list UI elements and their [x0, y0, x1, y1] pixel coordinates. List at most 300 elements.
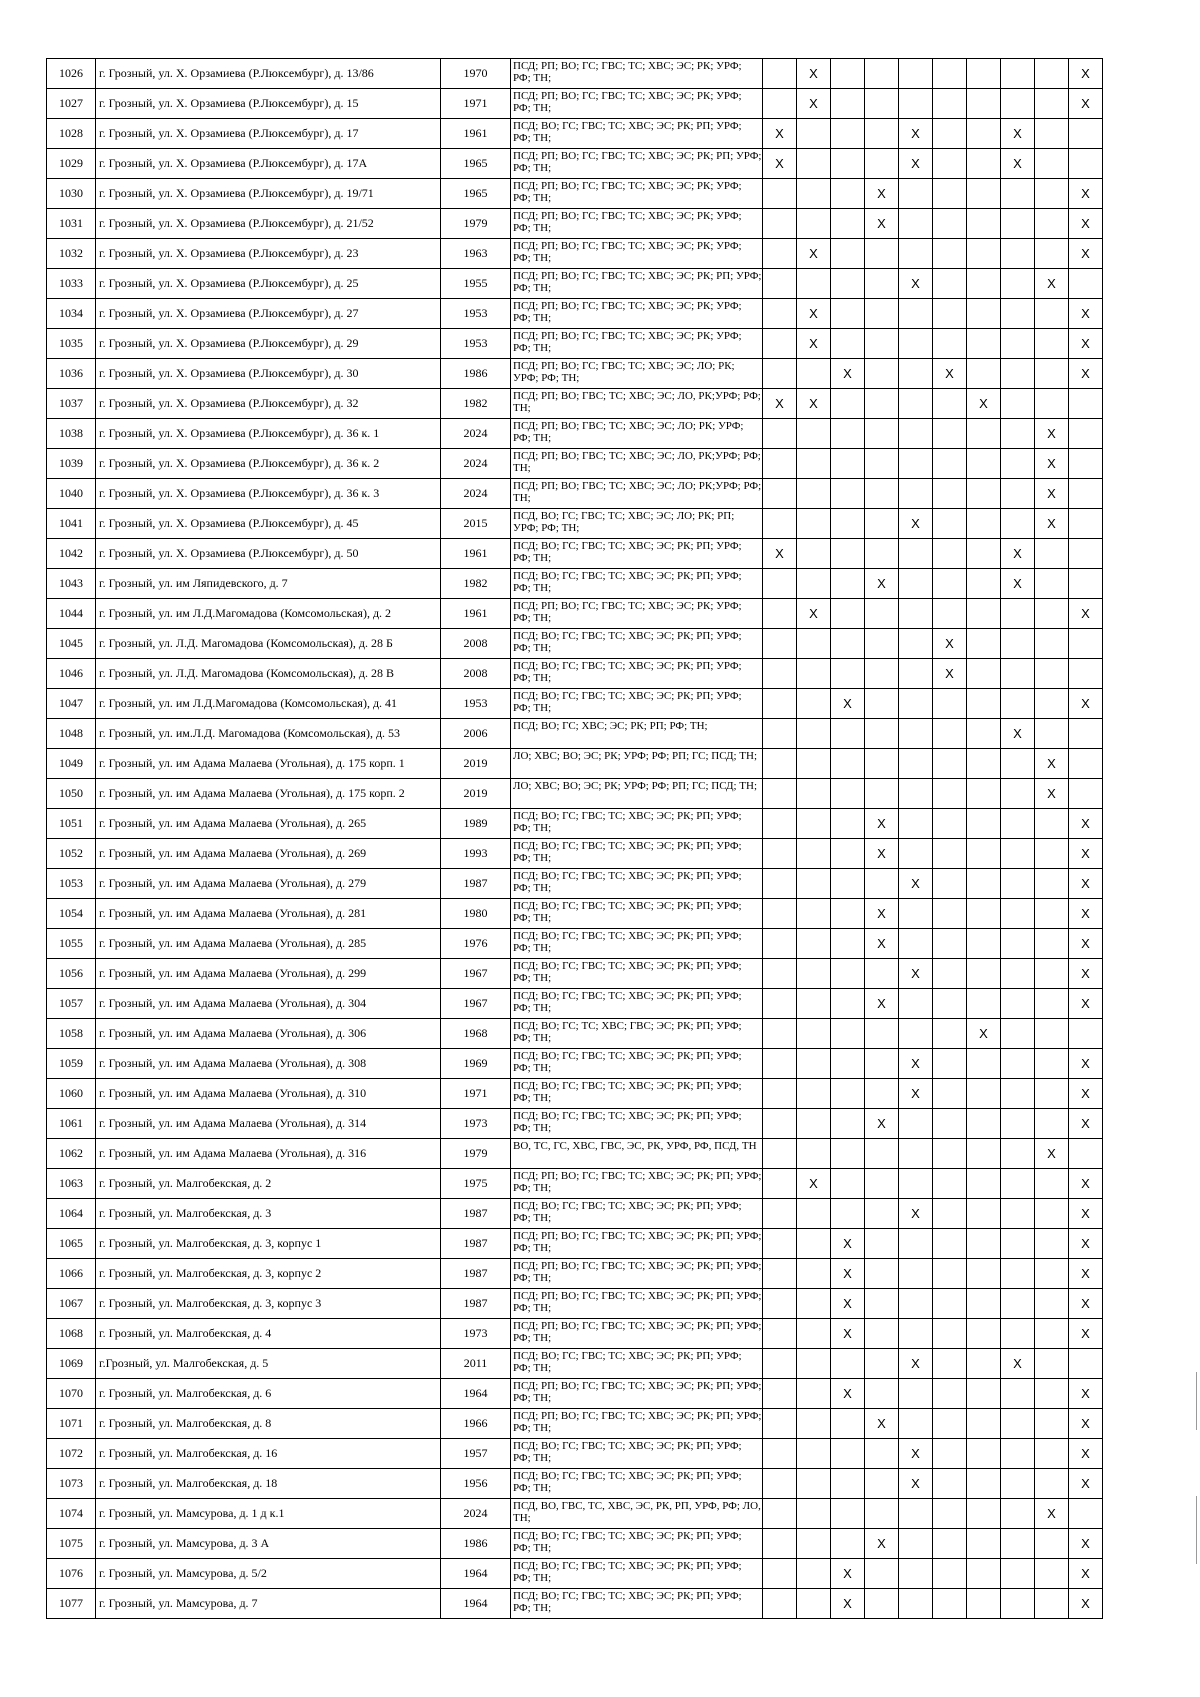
address-cell: г. Грозный, ул. им Адама Малаева (Угольная), д. 281	[96, 899, 441, 929]
year-built-cell: 1968	[441, 1019, 511, 1049]
mark-cell-3	[831, 659, 865, 689]
year-built-cell: 1965	[441, 149, 511, 179]
services-cell: ПСД; ВО; ГС; ГВС; ТС; ХВС; ЭС; РК; РП; УРФ; РФ; ТН;	[511, 1049, 763, 1079]
mark-cell-5: X	[899, 269, 933, 299]
mark-cell-4	[865, 1139, 899, 1169]
mark-cell-5	[899, 599, 933, 629]
mark-cell-3	[831, 959, 865, 989]
services-cell: ПСД; РП; ВО; ГС; ГВС; ТС; ХВС; ЭС; РК; РП; УРФ; РФ; ТН;	[511, 1169, 763, 1199]
mark-cell-8	[1001, 1409, 1035, 1439]
mark-cell-9	[1035, 929, 1069, 959]
mark-cell-2	[797, 1589, 831, 1619]
mark-cell-3	[831, 629, 865, 659]
row-number-cell: 1041	[47, 509, 96, 539]
mark-cell-8	[1001, 629, 1035, 659]
mark-cell-7	[967, 59, 1001, 89]
services-cell: ПСД; РП; ВО; ГС; ГВС; ТС; ХВС; ЭС; РК; РП; УРФ; РФ; ТН;	[511, 1409, 763, 1439]
mark-cell-8: X	[1001, 119, 1035, 149]
mark-cell-9	[1035, 1379, 1069, 1409]
table-row	[47, 1439, 1103, 1469]
mark-cell-4	[865, 329, 899, 359]
mark-cell-4	[865, 869, 899, 899]
mark-cell-7	[967, 209, 1001, 239]
mark-cell-9	[1035, 1409, 1069, 1439]
mark-cell-9	[1035, 239, 1069, 269]
mark-cell-5: X	[899, 869, 933, 899]
mark-cell-2	[797, 1109, 831, 1139]
address-cell: г. Грозный, ул. им Адама Малаева (Угольная), д. 308	[96, 1049, 441, 1079]
mark-cell-9	[1035, 299, 1069, 329]
mark-cell-3	[831, 1349, 865, 1379]
mark-cell-7	[967, 239, 1001, 269]
mark-cell-1	[763, 869, 797, 899]
mark-cell-5: X	[899, 1349, 933, 1379]
mark-cell-5	[899, 689, 933, 719]
mark-cell-9	[1035, 1259, 1069, 1289]
mark-cell-2	[797, 1439, 831, 1469]
mark-cell-7	[967, 269, 1001, 299]
mark-cell-6	[933, 869, 967, 899]
mark-cell-4	[865, 419, 899, 449]
mark-cell-2	[797, 809, 831, 839]
mark-cell-8	[1001, 1559, 1035, 1589]
mark-cell-10: X	[1069, 1289, 1103, 1319]
mark-cell-4	[865, 1019, 899, 1049]
mark-cell-8	[1001, 1499, 1035, 1529]
mark-cell-10: X	[1069, 59, 1103, 89]
address-cell: г. Грозный, ул. Х. Орзамиева (Р.Люксембург), д. 17	[96, 119, 441, 149]
table-row	[47, 1469, 1103, 1499]
mark-cell-3: X	[831, 1229, 865, 1259]
mark-cell-6	[933, 1049, 967, 1079]
mark-cell-1	[763, 329, 797, 359]
mark-cell-3	[831, 1439, 865, 1469]
mark-cell-7	[967, 1169, 1001, 1199]
mark-cell-8	[1001, 449, 1035, 479]
mark-cell-4	[865, 749, 899, 779]
mark-cell-2	[797, 1289, 831, 1319]
services-cell: ПСД; РП; ВО; ГВС; ТС; ХВС; ЭС; ЛО, РК;УРФ; РФ; ТН;	[511, 389, 763, 419]
mark-cell-5	[899, 929, 933, 959]
year-built-cell: 2015	[441, 509, 511, 539]
mark-cell-3	[831, 1139, 865, 1169]
mark-cell-2	[797, 929, 831, 959]
table-row	[47, 1499, 1103, 1529]
address-cell: г. Грозный, ул. Х. Орзамиева (Р.Люксембург), д. 27	[96, 299, 441, 329]
mark-cell-2	[797, 419, 831, 449]
mark-cell-9: X	[1035, 479, 1069, 509]
row-number-cell: 1054	[47, 899, 96, 929]
mark-cell-1	[763, 1199, 797, 1229]
table-row	[47, 59, 1103, 89]
mark-cell-8: X	[1001, 539, 1035, 569]
mark-cell-9: X	[1035, 419, 1069, 449]
mark-cell-1	[763, 1049, 797, 1079]
mark-cell-10: X	[1069, 869, 1103, 899]
mark-cell-1	[763, 839, 797, 869]
mark-cell-3	[831, 89, 865, 119]
mark-cell-6	[933, 839, 967, 869]
services-cell: ЛО; ХВС; ВО; ЭС; РК; УРФ; РФ; РП; ГС; ПСД; ТН;	[511, 749, 763, 779]
mark-cell-10: X	[1069, 899, 1103, 929]
mark-cell-7	[967, 989, 1001, 1019]
mark-cell-2	[797, 119, 831, 149]
table-row	[47, 1109, 1103, 1139]
year-built-cell: 1976	[441, 929, 511, 959]
mark-cell-6	[933, 479, 967, 509]
mark-cell-4	[865, 449, 899, 479]
mark-cell-4	[865, 1229, 899, 1259]
services-cell: ПСД; РП; ВО; ГС; ГВС; ТС; ХВС; ЭС; РК; РП; УРФ; РФ; ТН;	[511, 1289, 763, 1319]
mark-cell-2	[797, 779, 831, 809]
address-cell: г. Грозный, ул. Л.Д. Магомадова (Комсомольская), д. 28 В	[96, 659, 441, 689]
row-number-cell: 1048	[47, 719, 96, 749]
year-built-cell: 1970	[441, 59, 511, 89]
mark-cell-10: X	[1069, 599, 1103, 629]
mark-cell-3: X	[831, 1559, 865, 1589]
mark-cell-3	[831, 899, 865, 929]
year-built-cell: 1987	[441, 1259, 511, 1289]
services-cell: ПСД; ВО; ГС; ГВС; ТС; ХВС; ЭС; РК; РП; УРФ; РФ; ТН;	[511, 989, 763, 1019]
year-built-cell: 2008	[441, 659, 511, 689]
mark-cell-6	[933, 1079, 967, 1109]
mark-cell-1	[763, 989, 797, 1019]
mark-cell-10: X	[1069, 1049, 1103, 1079]
mark-cell-4	[865, 1259, 899, 1289]
mark-cell-6	[933, 1199, 967, 1229]
table-row	[47, 359, 1103, 389]
mark-cell-6	[933, 959, 967, 989]
mark-cell-4	[865, 59, 899, 89]
mark-cell-4	[865, 599, 899, 629]
mark-cell-6	[933, 1289, 967, 1319]
row-number-cell: 1075	[47, 1529, 96, 1559]
mark-cell-4	[865, 959, 899, 989]
mark-cell-9	[1035, 959, 1069, 989]
address-cell: г. Грозный, ул. Х. Орзамиева (Р.Люксембург), д. 36 к. 2	[96, 449, 441, 479]
mark-cell-6	[933, 1169, 967, 1199]
mark-cell-6	[933, 1439, 967, 1469]
mark-cell-4	[865, 1199, 899, 1229]
mark-cell-4: X	[865, 1409, 899, 1439]
table-row	[47, 449, 1103, 479]
row-number-cell: 1035	[47, 329, 96, 359]
mark-cell-7	[967, 929, 1001, 959]
mark-cell-7	[967, 1379, 1001, 1409]
mark-cell-10	[1069, 479, 1103, 509]
mark-cell-2	[797, 539, 831, 569]
mark-cell-5	[899, 1289, 933, 1319]
mark-cell-8	[1001, 1589, 1035, 1619]
mark-cell-10	[1069, 449, 1103, 479]
mark-cell-1	[763, 659, 797, 689]
row-number-cell: 1076	[47, 1559, 96, 1589]
mark-cell-7	[967, 839, 1001, 869]
address-cell: г. Грозный, ул. Мамсурова, д. 5/2	[96, 1559, 441, 1589]
address-cell: г. Грозный, ул. Х. Орзамиева (Р.Люксембург), д. 13/86	[96, 59, 441, 89]
mark-cell-1	[763, 239, 797, 269]
mark-cell-5	[899, 359, 933, 389]
table-row	[47, 1019, 1103, 1049]
mark-cell-1	[763, 1259, 797, 1289]
services-cell: ПСД; ВО; ГС; ГВС; ТС; ХВС; ЭС; РК; РП; УРФ; РФ; ТН;	[511, 809, 763, 839]
mark-cell-4: X	[865, 1529, 899, 1559]
mark-cell-7	[967, 959, 1001, 989]
row-number-cell: 1070	[47, 1379, 96, 1409]
services-cell: ПСД; ВО; ГС; ГВС; ТС; ХВС; ЭС; РК; РП; УРФ; РФ; ТН;	[511, 959, 763, 989]
mark-cell-4	[865, 1379, 899, 1409]
mark-cell-8: X	[1001, 1349, 1035, 1379]
mark-cell-2	[797, 149, 831, 179]
mark-cell-9	[1035, 1229, 1069, 1259]
mark-cell-10	[1069, 749, 1103, 779]
mark-cell-2	[797, 1349, 831, 1379]
mark-cell-8	[1001, 1439, 1035, 1469]
mark-cell-2	[797, 1019, 831, 1049]
mark-cell-1	[763, 1349, 797, 1379]
mark-cell-3	[831, 1019, 865, 1049]
mark-cell-5	[899, 809, 933, 839]
mark-cell-3	[831, 269, 865, 299]
mark-cell-8	[1001, 599, 1035, 629]
mark-cell-2	[797, 269, 831, 299]
mark-cell-2	[797, 449, 831, 479]
mark-cell-7	[967, 1529, 1001, 1559]
mark-cell-4	[865, 119, 899, 149]
mark-cell-5	[899, 1319, 933, 1349]
mark-cell-2	[797, 1319, 831, 1349]
mark-cell-9: X	[1035, 1139, 1069, 1169]
table-row	[47, 539, 1103, 569]
mark-cell-6	[933, 1139, 967, 1169]
mark-cell-10: X	[1069, 1109, 1103, 1139]
mark-cell-5	[899, 479, 933, 509]
year-built-cell: 1964	[441, 1559, 511, 1589]
row-number-cell: 1069	[47, 1349, 96, 1379]
mark-cell-9	[1035, 809, 1069, 839]
mark-cell-7	[967, 1559, 1001, 1589]
mark-cell-8	[1001, 929, 1035, 959]
mark-cell-9: X	[1035, 269, 1069, 299]
year-built-cell: 1955	[441, 269, 511, 299]
mark-cell-4	[865, 89, 899, 119]
services-cell: ПСД; ВО; ГС; ГВС; ТС; ХВС; ЭС; РК; РП; УРФ; РФ; ТН;	[511, 1349, 763, 1379]
mark-cell-4	[865, 389, 899, 419]
mark-cell-3	[831, 1499, 865, 1529]
mark-cell-10	[1069, 419, 1103, 449]
address-cell: г. Грозный, ул. им Ляпидевского, д. 7	[96, 569, 441, 599]
year-built-cell: 1987	[441, 1229, 511, 1259]
mark-cell-10	[1069, 569, 1103, 599]
mark-cell-10: X	[1069, 1229, 1103, 1259]
mark-cell-10: X	[1069, 1439, 1103, 1469]
table-row	[47, 1049, 1103, 1079]
mark-cell-6	[933, 1229, 967, 1259]
year-built-cell: 2024	[441, 1499, 511, 1529]
mark-cell-1	[763, 1019, 797, 1049]
mark-cell-6	[933, 269, 967, 299]
services-cell: ПСД; РП; ВО; ГС; ГВС; ТС; ХВС; ЭС; РК; УРФ; РФ; ТН;	[511, 599, 763, 629]
row-number-cell: 1046	[47, 659, 96, 689]
services-cell: ПСД; РП; ВО; ГС; ГВС; ТС; ХВС; ЭС; РК; УРФ; РФ; ТН;	[511, 239, 763, 269]
table-row	[47, 629, 1103, 659]
mark-cell-10	[1069, 719, 1103, 749]
mark-cell-6	[933, 1349, 967, 1379]
row-number-cell: 1061	[47, 1109, 96, 1139]
services-cell: ПСД; РП; ВО; ГС; ГВС; ТС; ХВС; ЭС; РК; УРФ; РФ; ТН;	[511, 89, 763, 119]
mark-cell-2	[797, 509, 831, 539]
table-row	[47, 89, 1103, 119]
mark-cell-4: X	[865, 839, 899, 869]
mark-cell-7	[967, 509, 1001, 539]
row-number-cell: 1049	[47, 749, 96, 779]
mark-cell-3	[831, 239, 865, 269]
mark-cell-7	[967, 539, 1001, 569]
mark-cell-6	[933, 179, 967, 209]
mark-cell-6	[933, 689, 967, 719]
address-cell: г. Грозный, ул. Х. Орзамиева (Р.Люксембург), д. 36 к. 1	[96, 419, 441, 449]
table-row	[47, 1169, 1103, 1199]
table-row	[47, 509, 1103, 539]
mark-cell-7	[967, 599, 1001, 629]
mark-cell-2	[797, 899, 831, 929]
mark-cell-5	[899, 1229, 933, 1259]
table-row	[47, 809, 1103, 839]
mark-cell-3	[831, 509, 865, 539]
mark-cell-6	[933, 899, 967, 929]
mark-cell-2	[797, 1409, 831, 1439]
services-cell: ПСД; РП; ВО; ГС; ГВС; ТС; ХВС; ЭС; РК; УРФ; РФ; ТН;	[511, 299, 763, 329]
year-built-cell: 2024	[441, 479, 511, 509]
year-built-cell: 2024	[441, 449, 511, 479]
mark-cell-1	[763, 1379, 797, 1409]
row-number-cell: 1038	[47, 419, 96, 449]
mark-cell-1	[763, 1079, 797, 1109]
mark-cell-5: X	[899, 1199, 933, 1229]
row-number-cell: 1040	[47, 479, 96, 509]
mark-cell-7	[967, 629, 1001, 659]
mark-cell-8	[1001, 479, 1035, 509]
mark-cell-4: X	[865, 569, 899, 599]
mark-cell-1	[763, 509, 797, 539]
mark-cell-7	[967, 479, 1001, 509]
mark-cell-1	[763, 209, 797, 239]
mark-cell-9	[1035, 149, 1069, 179]
row-number-cell: 1042	[47, 539, 96, 569]
address-cell: г. Грозный, ул. Малгобекская, д. 3	[96, 1199, 441, 1229]
mark-cell-9	[1035, 179, 1069, 209]
mark-cell-5	[899, 719, 933, 749]
address-cell: г. Грозный, ул. им Адама Малаева (Угольная), д. 299	[96, 959, 441, 989]
mark-cell-4: X	[865, 809, 899, 839]
services-cell: ПСД; РП; ВО; ГС; ГВС; ТС; ХВС; ЭС; РК; УРФ; РФ; ТН;	[511, 179, 763, 209]
mark-cell-5	[899, 1559, 933, 1589]
mark-cell-8	[1001, 59, 1035, 89]
mark-cell-6	[933, 719, 967, 749]
mark-cell-10	[1069, 539, 1103, 569]
address-cell: г. Грозный, ул. Х. Орзамиева (Р.Люксембург), д. 25	[96, 269, 441, 299]
mark-cell-7	[967, 359, 1001, 389]
table-row	[47, 479, 1103, 509]
mark-cell-1	[763, 59, 797, 89]
services-cell: ПСД; ВО; ГС; ГВС; ТС; ХВС; ЭС; РК; РП; УРФ; РФ; ТН;	[511, 839, 763, 869]
services-cell: ПСД; ВО; ГС; ГВС; ТС; ХВС; ЭС; РК; РП; УРФ; РФ; ТН;	[511, 1199, 763, 1229]
mark-cell-5	[899, 389, 933, 419]
mark-cell-6	[933, 389, 967, 419]
mark-cell-10: X	[1069, 209, 1103, 239]
mark-cell-6	[933, 779, 967, 809]
row-number-cell: 1060	[47, 1079, 96, 1109]
mark-cell-4	[865, 539, 899, 569]
table-row	[47, 149, 1103, 179]
address-cell: г. Грозный, ул. Мамсурова, д. 7	[96, 1589, 441, 1619]
mark-cell-5	[899, 569, 933, 599]
mark-cell-6	[933, 509, 967, 539]
mark-cell-6	[933, 449, 967, 479]
mark-cell-5	[899, 779, 933, 809]
mark-cell-4	[865, 479, 899, 509]
services-cell: ПСД; РП; ВО; ГВС; ТС; ХВС; ЭС; ЛО, РК;УРФ; РФ; ТН;	[511, 449, 763, 479]
mark-cell-1	[763, 1469, 797, 1499]
mark-cell-3	[831, 779, 865, 809]
mark-cell-4	[865, 1439, 899, 1469]
services-cell: ПСД; ВО; ГС; ГВС; ТС; ХВС; ЭС; РК; РП; УРФ; РФ; ТН;	[511, 1079, 763, 1109]
mark-cell-8	[1001, 1079, 1035, 1109]
mark-cell-7	[967, 569, 1001, 599]
mark-cell-5: X	[899, 1469, 933, 1499]
mark-cell-2	[797, 479, 831, 509]
mark-cell-8	[1001, 899, 1035, 929]
table-row	[47, 1289, 1103, 1319]
mark-cell-3	[831, 59, 865, 89]
table-row	[47, 1589, 1103, 1619]
address-cell: г. Грозный, ул. им Адама Малаева (Угольная), д. 314	[96, 1109, 441, 1139]
mark-cell-9: X	[1035, 509, 1069, 539]
mark-cell-1	[763, 599, 797, 629]
mark-cell-9: X	[1035, 779, 1069, 809]
address-cell: г. Грозный, ул. им Адама Малаева (Угольная), д. 265	[96, 809, 441, 839]
mark-cell-8	[1001, 179, 1035, 209]
mark-cell-8	[1001, 779, 1035, 809]
mark-cell-1	[763, 1529, 797, 1559]
address-cell: г. Грозный, ул. им Л.Д.Магомадова (Комсомольская), д. 41	[96, 689, 441, 719]
table-row	[47, 839, 1103, 869]
table-row	[47, 899, 1103, 929]
mark-cell-1	[763, 929, 797, 959]
mark-cell-3	[831, 869, 865, 899]
address-cell: г. Грозный, ул. Х. Орзамиева (Р.Люксембург), д. 21/52	[96, 209, 441, 239]
row-number-cell: 1064	[47, 1199, 96, 1229]
address-cell: г. Грозный, ул. им.Л.Д. Магомадова (Комсомольская), д. 53	[96, 719, 441, 749]
mark-cell-10: X	[1069, 329, 1103, 359]
mark-cell-10	[1069, 1019, 1103, 1049]
mark-cell-10: X	[1069, 809, 1103, 839]
table-row	[47, 389, 1103, 419]
mark-cell-5	[899, 1499, 933, 1529]
mark-cell-5	[899, 659, 933, 689]
mark-cell-3	[831, 299, 865, 329]
table-row	[47, 689, 1103, 719]
mark-cell-4	[865, 659, 899, 689]
mark-cell-5	[899, 89, 933, 119]
mark-cell-8	[1001, 1469, 1035, 1499]
mark-cell-9	[1035, 659, 1069, 689]
row-number-cell: 1031	[47, 209, 96, 239]
mark-cell-4: X	[865, 899, 899, 929]
mark-cell-9	[1035, 689, 1069, 719]
mark-cell-6	[933, 1409, 967, 1439]
mark-cell-9	[1035, 989, 1069, 1019]
